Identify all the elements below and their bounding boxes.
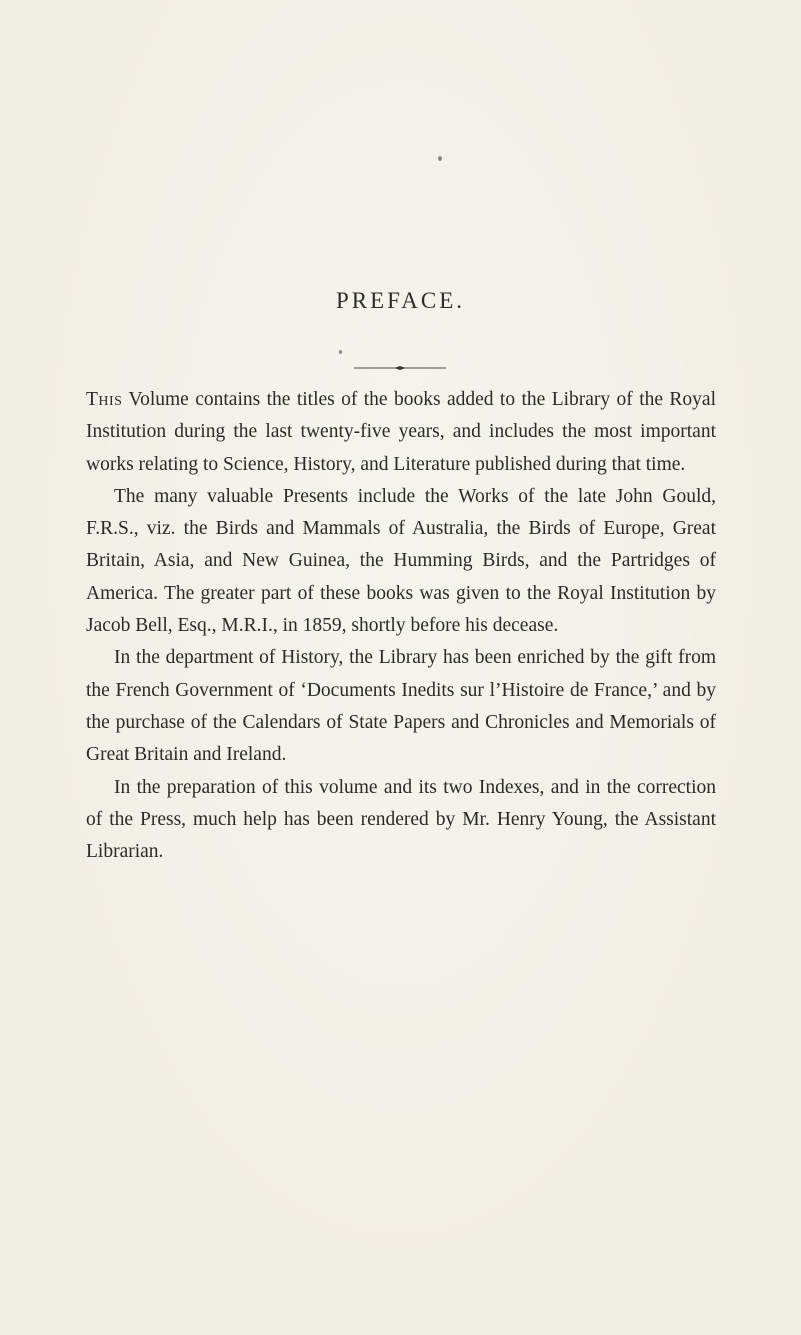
- paragraph-4: In the preparation of this volume and its two Indexes, and in the correction of the Press, much help has been rendered by Mr. Henry Young, the Assistant Librarian.: [86, 776, 716, 863]
- preface-body: [86, 384, 716, 868]
- page-title: PREFACE.: [335, 288, 466, 313]
- paragraph-1: [86, 384, 716, 481]
- paragraph-1-text: Volume contains the titles of the books added to the Library of the Royal Institution during the last twenty-five years, and includes the most important works relating to Science, History, and Literature published during that time.: [86, 389, 716, 475]
- drop-lead-word: This: [86, 389, 123, 410]
- ink-speck: [339, 350, 342, 354]
- ink-speck: [438, 156, 442, 161]
- paragraph-2: The many valuable Presents include the Works of the late John Gould, F.R.S., viz. the Birds and Mammals of Australia, the Birds of Europe, Great Britain, Asia, and New Guinea, the Humming Birds, and the Partridges of America. The greater part of these books was given to the Royal Institution by Jacob Bell, Esq., M.R.I., in 1859, shortly before his decease.: [86, 485, 716, 637]
- paragraph-3: In the department of History, the Library has been enriched by the gift from the French Government of ‘Documents Inedits sur l’Histoire de France,’ and by the purchase of the Calendars of State Papers and Chronicles and Memorials of Great Britain and Ireland.: [86, 647, 716, 766]
- title-ornament-rule: [354, 366, 446, 370]
